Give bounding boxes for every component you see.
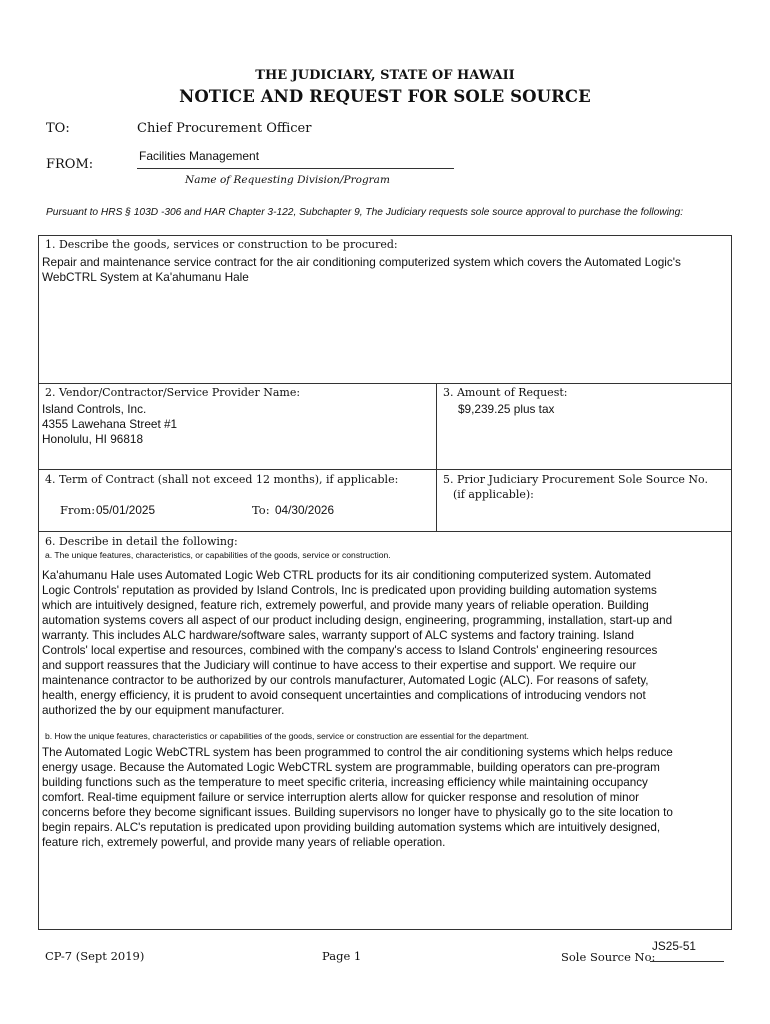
vendor-name: Island Controls, Inc. [42, 402, 147, 416]
to-value: Chief Procurement Officer [137, 121, 312, 136]
section6-title: 6. Describe in detail the following: [45, 535, 238, 548]
term-from-label: From: [60, 503, 96, 517]
section2-field[interactable] [42, 402, 177, 447]
sole-source-field[interactable]: JS25-51 [652, 939, 696, 953]
term-to-label: To: [252, 503, 270, 517]
section6b-label: b. How the unique features, characteristics or capabilities of the goods, service or construction are essential for the department. [45, 731, 529, 741]
section6a-line: Controls' local expertise and resources, combined with the company's access to Island Controls' engineering resources [42, 644, 658, 657]
from-field[interactable]: Facilities Management [139, 149, 260, 163]
section4-title: 4. Term of Contract (shall not exceed 12 months), if applicable: [45, 473, 399, 486]
section6a-line: maintenance contractor to be authorized by our controls manufacturer, Automated Logic (ALC). For reasons of safety, [42, 674, 649, 687]
section6a-line: Ka'ahumanu Hale uses Automated Logic Web CTRL products for its air conditioning computerized system. Automated [42, 569, 651, 582]
section6a-line: which are intuitively designed, feature rich, extremely powerful, and provide many years of reliable operation. Building [42, 599, 649, 612]
section6a-field[interactable] [42, 568, 732, 718]
form-id: CP-7 (Sept 2019) [45, 949, 145, 963]
section6b-field[interactable] [42, 745, 732, 850]
from-caption: Name of Requesting Division/Program [185, 174, 390, 186]
section1-title: 1. Describe the goods, services or construction to be procured: [45, 238, 398, 251]
sole-source-underline [650, 961, 724, 962]
header-line1: THE JUDICIARY, STATE OF HAWAII [255, 68, 515, 83]
section6a-line: health, energy efficiency, it is prudent to avoid consequent uncertainties and complications of introducing vendors not [42, 689, 646, 702]
vendor-city: Honolulu, HI 96818 [42, 432, 143, 446]
section6a-line: authorized the by our equipment manufacturer. [42, 704, 285, 717]
section6b-line: building functions such as the temperature to meet specific criteria, increasing efficiency while maintaining occupancy [42, 776, 648, 789]
section6b-line: energy usage. Because the Automated Logic WebCTRL system are programmable, building operators can pre-program [42, 761, 660, 774]
section1-field[interactable]: Repair and maintenance service contract for the air conditioning computerized system which covers the Automated Logic's WebCTRL System at Ka'ahumanu Hale [42, 255, 681, 284]
section2-title: 2. Vendor/Contractor/Service Provider Name: [45, 386, 301, 399]
section6a-line: automation systems covers all aspect of our product including design, engineering, programming, installation, start-up and [42, 614, 673, 627]
section6a-line: Logic Controls' reputation as provided by Island Controls, Inc is predicated upon providing building automation systems [42, 584, 657, 597]
from-label: FROM: [46, 157, 94, 172]
section5-subtitle: (if applicable): [453, 488, 534, 501]
page-title: NOTICE AND REQUEST FOR SOLE SOURCE [179, 87, 591, 106]
section5-title: 5. Prior Judiciary Procurement Sole Source No. [443, 473, 708, 486]
section6a-label: a. The unique features, characteristics, or capabilities of the goods, service or construction. [45, 550, 391, 560]
section6b-line: The Automated Logic WebCTRL system has been programmed to control the air conditioning systems which helps reduce [42, 746, 673, 759]
section6b-line: comfort. Real-time equipment failure or service interruption alerts allow for quicker response and resolution of minor [42, 791, 639, 804]
to-label: TO: [46, 121, 70, 136]
section6b-line: concerns before they become significant issues. Building supervisors no longer have to physically go to the site location to [42, 806, 673, 819]
sole-source-label: Sole Source No: [561, 950, 656, 964]
section6b-line: begin repairs. ALC's reputation is predicated upon providing building automation systems which are intuitively designed, [42, 821, 661, 834]
term-to-field[interactable]: 04/30/2026 [275, 503, 335, 517]
section6a-line: warranty. This includes ALC hardware/software sales, warranty support of ALC systems and factory training. Island [42, 629, 635, 642]
pursuant-text: Pursuant to HRS § 103D -306 and HAR Chapter 3-122, Subchapter 9, The Judiciary requests sole source approval to purchase the following: [46, 207, 684, 218]
vendor-street: 4355 Lawehana Street #1 [42, 417, 178, 431]
page-number: Page 1 [322, 949, 362, 963]
section6a-line: and support reassures that the Judiciary will continue to have access to their expertise and support. We require our [42, 659, 637, 672]
term-from-field[interactable]: 05/01/2025 [96, 503, 156, 517]
section3-title: 3. Amount of Request: [443, 386, 568, 399]
from-underline [137, 168, 454, 169]
section6b-line: feature rich, extremely powerful, and provide many years of reliable operation. [42, 836, 446, 849]
amount-field[interactable]: $9,239.25 plus tax [458, 402, 555, 416]
